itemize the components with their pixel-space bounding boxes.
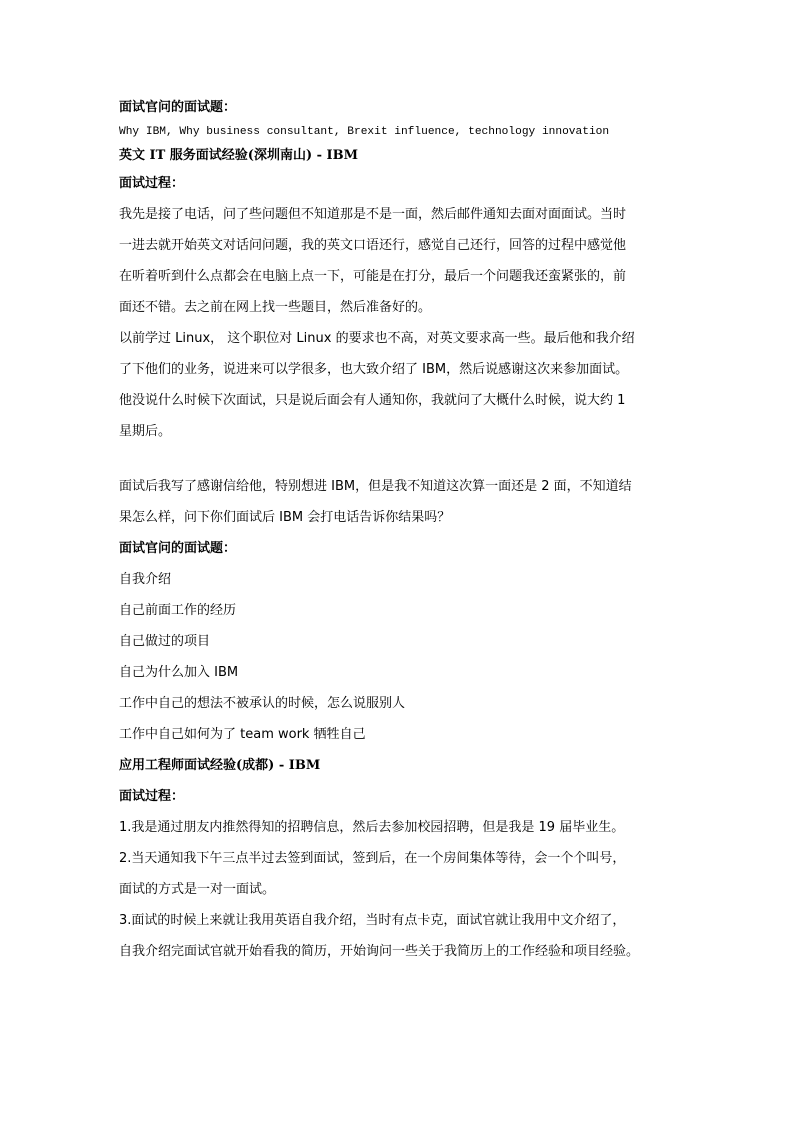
process-line: 自我介绍完面试官就开始看我的简历，开始询问一些关于我简历上的工作经验和项目经验。	[119, 944, 640, 959]
process-label: 面试过程：	[119, 176, 185, 191]
questions-english-line: Why IBM, Why business consultant, Brexit influence, technology innovation	[119, 126, 610, 138]
process-line: 面试的方式是一对一面试。	[119, 882, 276, 897]
process-line: 2.当天通知我下午三点半过去签到面试，签到后，在一个房间集体等待，会一个个叫号，	[119, 851, 626, 866]
section-title-chengdu: 应用工程师面试经验(成都) - IBM	[119, 758, 321, 773]
section-heading-questions: 面试官问的面试题：	[119, 100, 237, 115]
paragraph-line: 我先是接了电话，问了些问题但不知道那是不是一面，然后邮件通知去面对面面试。当时	[119, 207, 627, 222]
paragraph-line: 果怎么样，问下你们面试后 IBM 会打电话告诉你结果吗？	[119, 510, 451, 525]
paragraph-line: 一进去就开始英文对话问问题，我的英文口语还行，感觉自己还行，回答的过程中感觉他	[119, 238, 627, 253]
question-item: 工作中自己的想法不被承认的时候，怎么说服别人	[119, 696, 406, 711]
paragraph-line: 面还不错。去之前在网上找一些题目，然后准备好的。	[119, 300, 432, 315]
question-item: 自己做过的项目	[119, 634, 211, 649]
question-item: 自己为什么加入 IBM	[119, 665, 239, 680]
questions-label: 面试官问的面试题：	[119, 541, 237, 556]
question-item: 工作中自己如何为了 team work 牺牲自己	[119, 727, 366, 742]
process-line: 3.面试的时候上来就让我用英语自我介绍，当时有点卡克，面试官就让我用中文介绍了，	[119, 913, 626, 928]
blank-line	[119, 447, 689, 471]
paragraph-line: 星期后。	[119, 424, 172, 439]
process-label: 面试过程：	[119, 789, 185, 804]
paragraph-line: 在听着听到什么点都会在电脑上点一下，可能是在打分，最后一个问题我还蛮紧张的，前	[119, 269, 627, 284]
paragraph-line: 了下他们的业务，说进来可以学很多，也大致介绍了 IBM，然后说感谢这次来参加面试。	[119, 362, 629, 377]
paragraph-line: 他没说什么时候下次面试，只是说后面会有人通知你，我就问了大概什么时候，说大约 1	[119, 393, 626, 408]
question-item: 自我介绍	[119, 572, 172, 587]
document-page	[119, 96, 689, 967]
paragraph-line: 以前学过 Linux， 这个职位对 Linux 的要求也不高，对英文要求高一些。最后他和我介绍	[119, 331, 635, 346]
paragraph-line: 面试后我写了感谢信给他，特别想进 IBM，但是我不知道这次算一面还是 2 面，不知道结	[119, 479, 632, 494]
section-title-shenzhen: 英文 IT 服务面试经验(深圳南山) - IBM	[119, 148, 359, 163]
process-line: 1.我是通过朋友内推然得知的招聘信息，然后去参加校园招聘，但是我是 19 届毕业生。	[119, 820, 625, 835]
question-item: 自己前面工作的经历	[119, 603, 237, 618]
